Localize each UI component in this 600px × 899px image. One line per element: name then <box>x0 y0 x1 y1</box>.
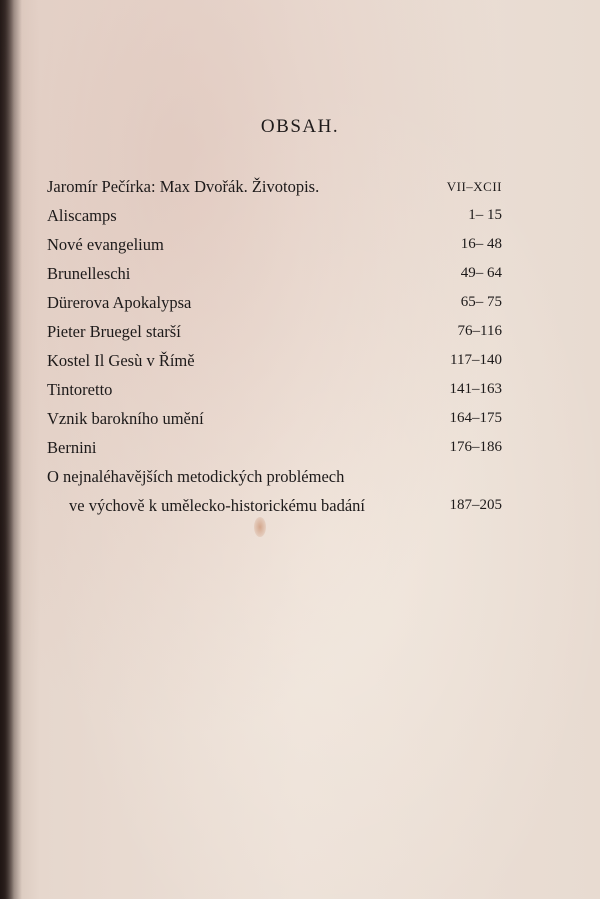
toc-entry <box>47 346 502 375</box>
toc-entry <box>47 230 502 259</box>
toc-entry <box>47 433 502 462</box>
page-title: OBSAH. <box>260 116 340 137</box>
toc-entry-pages: 187–205 <box>449 497 502 513</box>
toc-entry-title: Aliscamps <box>47 206 117 225</box>
toc-entry-title: ve výchově k umělecko-historickému badání <box>69 496 365 515</box>
toc-entry-title: Bernini <box>47 438 97 457</box>
toc-entry <box>47 172 502 201</box>
toc-entry-title: Jaromír Pečírka: Max Dvořák. Životopis. <box>47 177 320 196</box>
toc-entry <box>47 259 502 288</box>
toc-entry-pages: 49– 64 <box>460 265 502 281</box>
toc-entry-pages: 117–140 <box>450 352 502 368</box>
toc-entry <box>47 375 502 404</box>
toc-entry <box>47 491 502 521</box>
toc-entry-title: Brunelleschi <box>47 264 131 283</box>
toc-entry-pages: VII–XCII <box>446 179 502 194</box>
toc-entry-pages: 76–116 <box>457 323 502 339</box>
toc-entry-title: Nové evangelium <box>47 235 164 254</box>
table-of-contents <box>47 172 502 521</box>
toc-entry-title: Dürerova Apokalypsa <box>47 293 192 312</box>
toc-entry-title: O nejnaléhavějších metodických problémech <box>47 467 345 486</box>
paper-stain <box>254 517 266 537</box>
toc-entry <box>47 404 502 433</box>
toc-entry-pages: 16– 48 <box>460 236 502 252</box>
toc-entry-pages: 1– 15 <box>468 207 502 223</box>
toc-entry <box>47 462 502 491</box>
toc-entry-pages: 176–186 <box>449 439 502 455</box>
toc-entry-title: Pieter Bruegel starší <box>47 322 181 341</box>
toc-entry-pages: 65– 75 <box>460 294 502 310</box>
toc-entry <box>47 288 502 317</box>
toc-entry <box>47 317 502 346</box>
toc-entry-pages: 164–175 <box>449 410 502 426</box>
toc-entry-title: Tintoretto <box>47 380 113 399</box>
toc-entry-pages: 141–163 <box>449 381 502 397</box>
toc-entry-title: Kostel Il Gesù v Římě <box>47 351 195 370</box>
toc-entry <box>47 201 502 230</box>
toc-entry-title: Vznik barokního umění <box>47 409 204 428</box>
